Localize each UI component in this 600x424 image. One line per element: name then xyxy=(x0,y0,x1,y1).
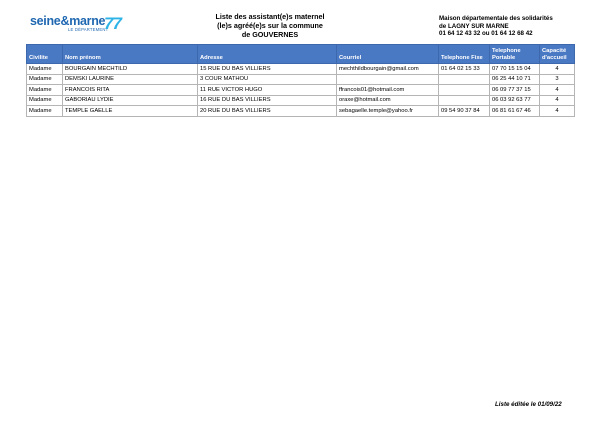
cell-adresse: 16 RUE DU BAS VILLIERS xyxy=(198,95,337,106)
maison-location: de LAGNY SUR MARNE xyxy=(439,22,509,30)
seine-et-marne-logo xyxy=(30,14,125,38)
cell-telephone-portable: 06 03 92 63 77 xyxy=(490,95,540,106)
cell-telephone-fixe: 09 54 90 37 84 xyxy=(439,106,490,117)
assistants-table xyxy=(26,44,575,117)
cell-telephone-portable: 07 70 15 15 04 xyxy=(490,64,540,75)
table-header-row xyxy=(27,45,575,64)
cell-telephone-portable: 06 09 77 37 15 xyxy=(490,85,540,96)
cell-capacite: 3 xyxy=(540,74,575,85)
cell-capacite: 4 xyxy=(540,85,575,96)
logo-subtitle: LE DÉPARTEMENT xyxy=(68,27,109,32)
cell-nom-prenom: GABORIAU LYDIE xyxy=(63,95,198,106)
cell-courriel[interactable]: mechthildbourgain@gmail.com xyxy=(337,64,439,75)
table-row xyxy=(27,74,575,85)
cell-adresse: 3 COUR MATHOU xyxy=(198,74,337,85)
cell-courriel[interactable]: oraxe@hotmail.com xyxy=(337,95,439,106)
document-title xyxy=(190,12,350,39)
logo-number: 77 xyxy=(104,14,121,33)
cell-courriel[interactable]: ffrancois01@hotmail.com xyxy=(337,85,439,96)
cell-nom-prenom: TEMPLE GAELLE xyxy=(63,106,198,117)
cell-telephone-fixe xyxy=(439,95,490,106)
cell-telephone-fixe xyxy=(439,74,490,85)
title-line-1: Liste des assistant(e)s maternel xyxy=(215,12,325,21)
cell-telephone-portable: 06 25 44 10 71 xyxy=(490,74,540,85)
edition-date: Liste éditée le 01/09/22 xyxy=(495,401,562,408)
table-row xyxy=(27,85,575,96)
maison-info xyxy=(439,15,553,38)
header-capacite: Capacité d'accueil xyxy=(540,45,575,64)
cell-civilite: Madame xyxy=(27,64,63,75)
header-telephone-portable: Telephone Portable xyxy=(490,45,540,64)
table-row xyxy=(27,95,575,106)
cell-capacite: 4 xyxy=(540,106,575,117)
title-line-3: de GOUVERNES xyxy=(241,30,299,39)
cell-nom-prenom: FRANCOIS RITA xyxy=(63,85,198,96)
maison-name: Maison départementale des solidarités xyxy=(439,15,553,22)
cell-adresse: 20 RUE DU BAS VILLIERS xyxy=(198,106,337,117)
cell-courriel[interactable]: sebagaelle.temple@yahoo.fr xyxy=(337,106,439,117)
cell-adresse: 15 RUE DU BAS VILLIERS xyxy=(198,64,337,75)
header-telephone-fixe: Telephone Fixe xyxy=(439,45,490,64)
header-civilite: Civilite xyxy=(27,45,63,64)
table-row xyxy=(27,64,575,75)
cell-telephone-fixe xyxy=(439,85,490,96)
cell-capacite: 4 xyxy=(540,95,575,106)
header-nom-prenom: Nom prénom xyxy=(63,45,198,64)
maison-phone: 01 64 12 43 32 ou 01 64 12 68 42 xyxy=(439,30,533,38)
cell-capacite: 4 xyxy=(540,64,575,75)
cell-civilite: Madame xyxy=(27,95,63,106)
cell-civilite: Madame xyxy=(27,74,63,85)
table-row xyxy=(27,106,575,117)
cell-nom-prenom: BOURGAIN MECHTILD xyxy=(63,64,198,75)
title-line-2: (le)s agréé(e)s sur la commune xyxy=(217,21,323,30)
header-adresse: Adresse xyxy=(198,45,337,64)
cell-nom-prenom: DEMSKI LAURINE xyxy=(63,74,198,85)
cell-telephone-portable: 06 81 61 67 46 xyxy=(490,106,540,117)
cell-telephone-fixe: 01 64 02 15 33 xyxy=(439,64,490,75)
cell-courriel[interactable] xyxy=(337,74,439,85)
header-courriel: Courriel xyxy=(337,45,439,64)
logo-wordmark: seine&marne xyxy=(30,14,106,28)
cell-civilite: Madame xyxy=(27,106,63,117)
cell-civilite: Madame xyxy=(27,85,63,96)
cell-adresse: 11 RUE VICTOR HUGO xyxy=(198,85,337,96)
